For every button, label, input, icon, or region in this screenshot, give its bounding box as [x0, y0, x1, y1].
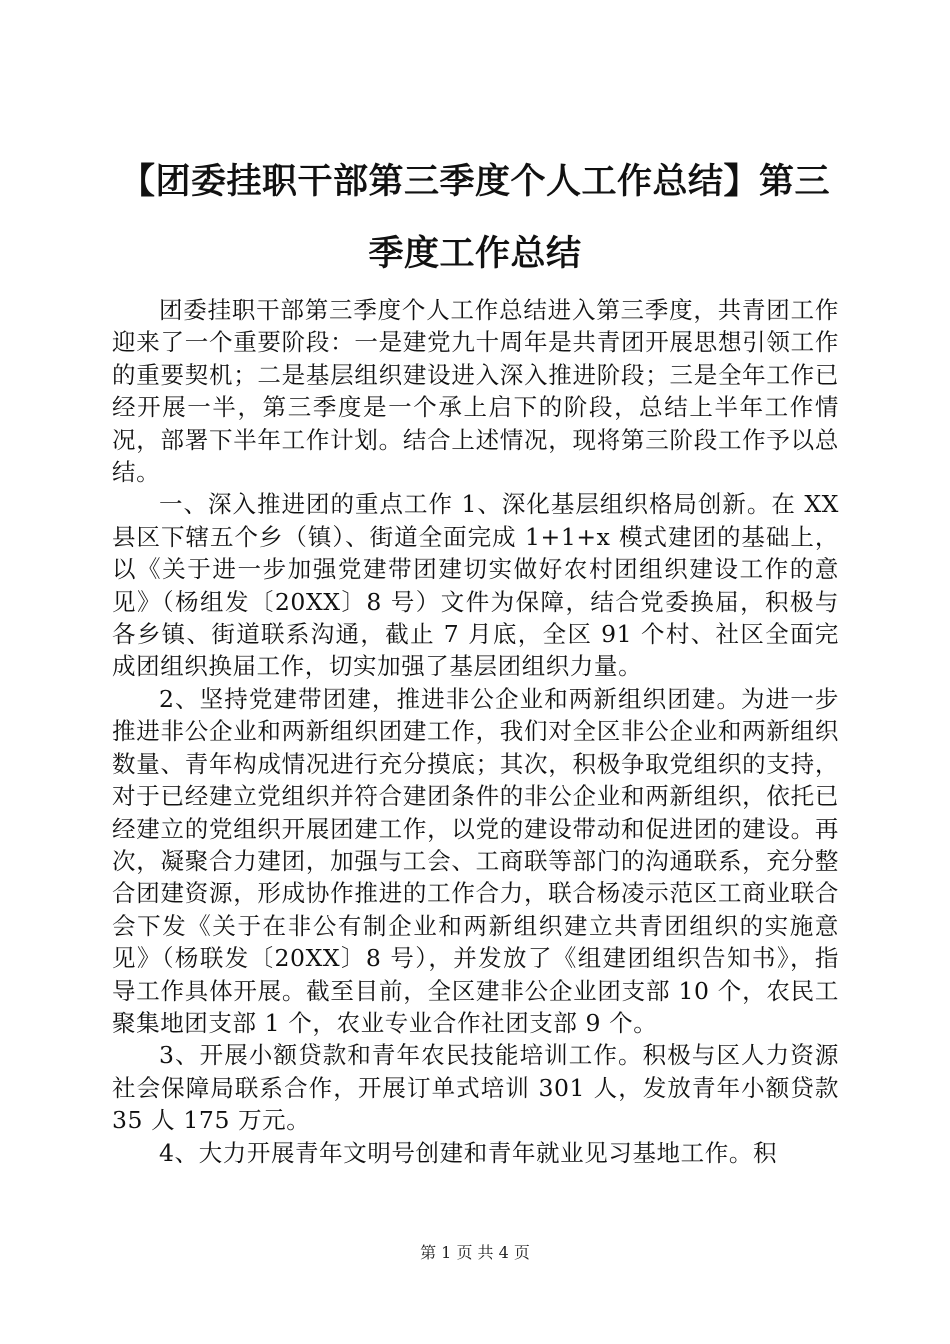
- paragraph-intro: 团委挂职干部第三季度个人工作总结进入第三季度，共青团工作迎来了一个重要阶段：一是建党九十周年是共青团开展思想引领工作的重要契机；二是基层组织建设进入深入推进阶段；三是全年工作已经开展一半，第三季度是一个承上启下的阶段，总结上半年工作情况，部署下半年工作计划。结合上述情况，现将第三阶段工作予以总结。: [112, 296, 839, 487]
- page-footer: 第 1 页 共 4 页: [420, 1243, 530, 1262]
- document-body: [112, 294, 839, 1169]
- paragraph-section-1: 一、深入推进团的重点工作 1、深化基层组织格局创新。在 XX 县区下辖五个乡（镇）、街道全面完成 1+1+x 模式建团的基础上，以《关于进一步加强党建带团建切实做好农村团组织建设工作的意见》（杨组发〔20XX〕8 号）文件为保障，结合党委换届，积极与各乡镇、街道联系沟通，截止 7 月底，全区 91 个村、社区全面完成团组织换届工作，切实加强了基层团组织力量。: [112, 490, 839, 681]
- document-title: 【团委挂职干部第三季度个人工作总结】第三季度工作总结: [119, 161, 830, 274]
- paragraph-item-2: 2、坚持党建带团建，推进非公企业和两新组织团建。为进一步推进非公企业和两新组织团建工作，我们对全区非公企业和两新组织数量、青年构成情况进行充分摸底；其次，积极争取党组织的支持，对于已经建立党组织并符合建团条件的非公企业和两新组织，依托已经建立的党组织开展团建工作，以党的建设带动和促进团的建设。再次，凝聚合力建团，加强与工会、工商联等部门的沟通联系，充分整合团建资源，形成协作推进的工作合力，联合杨凌示范区工商业联合会下发《关于在非公有制企业和两新组织建立共青团组织的实施意见》（杨联发〔20XX〕8 号），并发放了《组建团组织告知书》，指导工作具体开展。截至目前，全区建非公企业团支部 10 个，农民工聚集地团支部 1 个，农业专业合作社团支部 9 个。: [112, 684, 839, 1037]
- paragraph-item-3: 3、开展小额贷款和青年农民技能培训工作。积极与区人力资源社会保障局联系合作，开展订单式培训 301 人，发放青年小额贷款 35 人 175 万元。: [112, 1041, 839, 1135]
- paragraph-item-4: 4、大力开展青年文明号创建和青年就业见习基地工作。积: [159, 1138, 778, 1167]
